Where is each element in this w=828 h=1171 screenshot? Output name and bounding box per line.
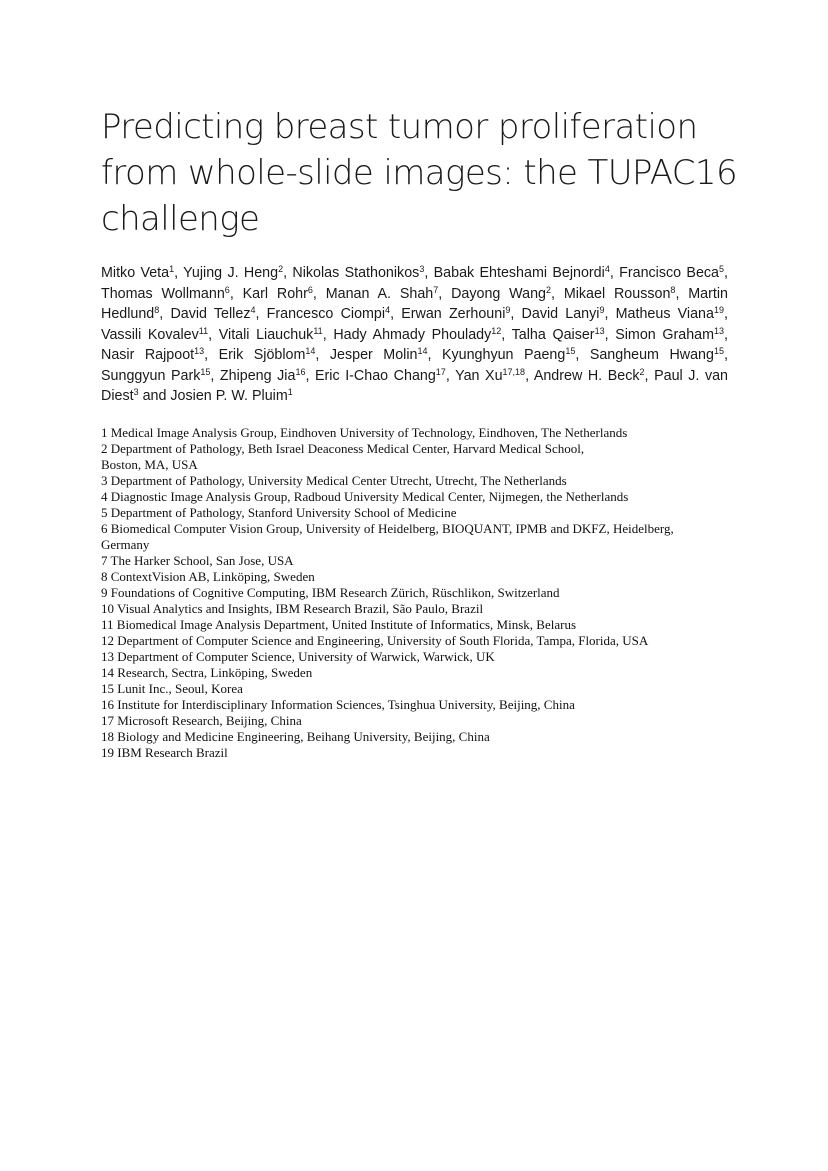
affiliation-line: 4 Diagnostic Image Analysis Group, Radboud University Medical Center, Nijmegen, the Netherlands — [101, 489, 629, 504]
author-name: Jesper Molin — [329, 347, 418, 363]
affiliation-line: 5 Department of Pathology, Stanford University School of Medicine — [101, 505, 457, 520]
author-name: Zhipeng Jia — [219, 367, 296, 384]
affiliation-line: 17 Microsoft Research, Beijing, China — [101, 713, 302, 728]
author-affiliation-mark: 15 — [713, 346, 724, 356]
author-affiliation-mark: 11 — [198, 325, 209, 336]
author-name: David Tellez — [170, 306, 251, 322]
author-affiliation-mark: 1 — [287, 387, 293, 397]
affiliation-line: 19 IBM Research Brazil — [101, 745, 228, 760]
author-name: Vitali Liauchuk — [218, 326, 314, 343]
author-name: Francesco Ciompi — [266, 306, 386, 322]
author-affiliation-mark: 2 — [278, 264, 284, 274]
author-affiliation-mark: 13 — [194, 346, 205, 356]
author-affiliation-mark: 8 — [154, 305, 160, 315]
author-affiliation-mark: 17,18 — [502, 366, 526, 377]
author-name: Mikael Rousson — [563, 285, 671, 302]
author-affiliation-mark: 5 — [719, 264, 725, 274]
author-affiliation-mark: 2 — [546, 284, 552, 295]
author-affiliation-mark: 9 — [599, 305, 605, 315]
author-affiliation-mark: 3 — [419, 264, 425, 274]
author-name: Vassili Kovalev — [101, 326, 199, 343]
author-name: Manan A. Shah — [325, 285, 434, 302]
author-name: Sangheum Hwang — [589, 347, 714, 363]
author-name: Eric I-Chao Chang — [315, 367, 436, 384]
author-name: Andrew H. Beck — [533, 367, 640, 384]
author-affiliation-mark: 12 — [491, 325, 502, 336]
author-affiliation-mark: 16 — [295, 366, 306, 377]
affiliation-line: 18 Biology and Medicine Engineering, Beihang University, Beijing, China — [101, 729, 490, 744]
affiliation-line: 1 Medical Image Analysis Group, Eindhoven University of Technology, Eindhoven, The Netherlands — [101, 425, 628, 440]
author-name: Erik Sjöblom — [218, 347, 306, 363]
author-name: Babak Ehteshami Bejnordi — [433, 265, 605, 281]
author-name: Nasir Rajpoot — [101, 347, 195, 363]
affiliation-line: 16 Institute for Interdisciplinary Information Sciences, Tsinghua University, Beijing, China — [101, 697, 575, 712]
author-affiliation-mark: 11 — [313, 325, 323, 336]
author-affiliation-mark: 7 — [433, 284, 439, 295]
author-affiliation-mark: 15 — [565, 346, 576, 356]
affiliation-line: 3 Department of Pathology, University Medical Center Utrecht, Utrecht, The Netherlands — [101, 473, 567, 488]
author-affiliation-mark: 13 — [594, 325, 605, 336]
author-name: Dayong Wang — [451, 285, 546, 302]
author-name: Yujing J. Heng — [183, 265, 279, 281]
affiliation-line: 11 Biomedical Image Analysis Department, United Institute of Informatics, Minsk, Belarus — [101, 617, 577, 632]
author-affiliation-mark: 2 — [639, 366, 645, 377]
author-affiliation-mark: 6 — [224, 284, 230, 295]
affiliation-line: 15 Lunit Inc., Seoul, Korea — [101, 681, 243, 696]
author-name: Josien P. W. Pluim — [170, 388, 288, 404]
author-affiliation-mark: 4 — [604, 264, 610, 274]
author-affiliation-mark: 9 — [505, 305, 511, 315]
author-affiliation-mark: 4 — [385, 305, 391, 315]
affiliation-line: 10 Visual Analytics and Insights, IBM Research Brazil, São Paulo, Brazil — [101, 601, 484, 616]
author-name: Erwan Zerhouni — [401, 306, 506, 322]
author-list: Mitko Veta$^1$, Yujing J. Heng$^2$, Nikolas Stathonikos$^3$, Babak Ehteshami Bejnordi$^4$, Francisco Beca$^5$, Thomas Wollmann$^6$, Karl Rohr$^6$, Manan A. Shah$^7$, Dayong Wang$^2$, Mikael Rousson$^8$, Martin Hedlund$^8$, David Tellez$^4$, Francesco Ciompi$^4$, Erwan Zerhouni$^9$, David Lanyi$^9$, Matheus Viana$^{19}$, Vassili Kovalev$^{11}$, Vitali Liauchuk$^{11}$, Hady Ahmady Phoulady$^{12}$, Talha Qaiser$^{13}$, Simon Graham$^{13}$, Nasir Rajpoot$^{13}$, Erik Sjöblom$^{14}$, Jesper Molin$^{14}$, Kyunghyun Paeng$^{15}$, Sangheum Hwang$^{15}$, Sunggyun Park$^{15}$, Zhipeng Jia$^{16}$, Eric I-Chao Chang$^{17}$, Yan Xu$^{17,18}$, Andrew H. Beck$^2$, Paul J. van Diest$^3$ and Josien P. W. Pluim$^1$ — [101, 264, 729, 404]
author-affiliation-mark: 4 — [250, 305, 256, 315]
author-affiliation-mark: 13 — [714, 325, 725, 336]
author-affiliation-mark: 3 — [133, 387, 139, 397]
affiliation-line: 14 Research, Sectra, Linköping, Sweden — [101, 665, 313, 680]
affiliation-line: 2 Department of Pathology, Beth Israel Deaconess Medical Center, Harvard Medical School, — [101, 441, 585, 456]
author-name: Francisco Beca — [619, 265, 720, 281]
affiliation-line: 7 The Harker School, San Jose, USA — [101, 553, 294, 568]
author-affiliation-mark: 14 — [417, 346, 428, 356]
affiliation-line: 6 Biomedical Computer Vision Group, University of Heidelberg, BIOQUANT, IPMB and DKFZ, Heidelberg, — [101, 521, 674, 536]
affiliation-line: Germany — [101, 537, 150, 552]
author-name: David Lanyi — [521, 306, 600, 322]
author-name: Kyunghyun Paeng — [441, 347, 566, 363]
affiliation-list — [101, 425, 731, 761]
author-affiliation-mark: 19 — [713, 305, 724, 315]
author-name: Paul J. van Diest — [101, 367, 728, 404]
author-name: Karl Rohr — [242, 285, 308, 302]
author-name: Simon Graham — [615, 326, 715, 343]
author-name: Hady Ahmady Phoulady — [333, 326, 492, 343]
author-name: Yan Xu — [455, 367, 503, 384]
author-name: Nikolas Stathonikos — [292, 265, 420, 281]
paper-title: Predicting breast tumor proliferation from whole-slide images: the TUPAC16 challenge — [101, 107, 737, 239]
author-affiliation-mark: 1 — [169, 264, 175, 274]
author-affiliation-mark: 17 — [435, 366, 446, 377]
author-affiliation-mark: 14 — [305, 346, 316, 356]
author-name: Talha Qaiser — [511, 326, 595, 343]
affiliation-line: 13 Department of Computer Science, University of Warwick, Warwick, UK — [101, 649, 495, 664]
author-affiliation-mark: 6 — [307, 284, 313, 295]
author-name: Sunggyun Park — [101, 367, 201, 384]
author-affiliation-mark: 8 — [670, 284, 676, 295]
author-name: Martin Hedlund — [101, 285, 728, 322]
author-name: Mitko Veta — [101, 265, 170, 281]
affiliation-line: Boston, MA, USA — [101, 457, 198, 472]
affiliation-line: 12 Department of Computer Science and Engineering, University of South Florida, Tampa, Florida, USA — [101, 633, 649, 648]
author-affiliation-mark: 15 — [200, 366, 211, 377]
affiliation-line: 8 ContextVision AB, Linköping, Sweden — [101, 569, 315, 584]
author-name: Thomas Wollmann — [101, 285, 225, 302]
affiliation-line: 9 Foundations of Cognitive Computing, IBM Research Zürich, Rüschlikon, Switzerland — [101, 585, 560, 600]
author-name: Matheus Viana — [615, 306, 714, 322]
